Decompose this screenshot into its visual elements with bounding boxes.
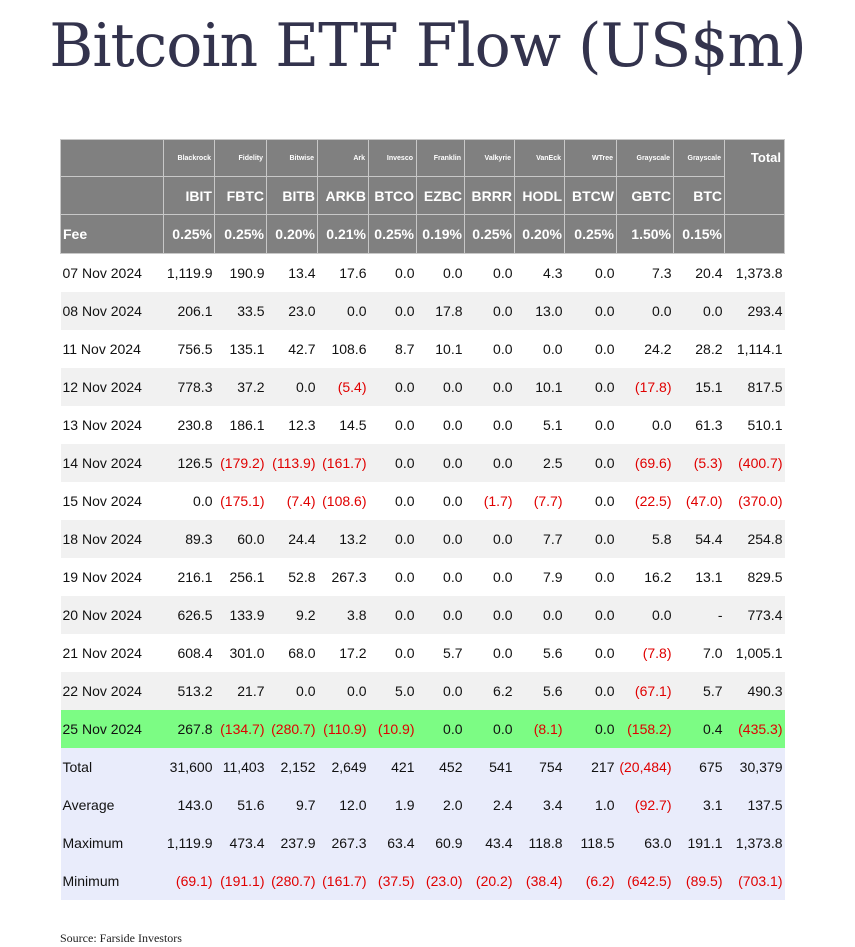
value-cell: 301.0 — [215, 634, 267, 672]
value-cell: 42.7 — [267, 330, 318, 368]
value-cell: 626.5 — [164, 596, 215, 634]
value-cell: 0.0 — [617, 292, 674, 330]
value-cell: (7.7) — [515, 482, 565, 520]
issuer-cell: Franklin — [417, 140, 465, 177]
total-cell: (400.7) — [725, 444, 785, 482]
table-header — [61, 140, 785, 254]
value-cell: 17.6 — [318, 254, 369, 293]
table-row — [61, 406, 785, 444]
value-cell: 0.0 — [417, 406, 465, 444]
value-cell: 0.0 — [369, 596, 417, 634]
value-cell: (92.7) — [617, 786, 674, 824]
total-cell: 490.3 — [725, 672, 785, 710]
fee-cell: 0.25% — [164, 215, 215, 254]
table-row — [61, 444, 785, 482]
value-cell: 0.0 — [617, 596, 674, 634]
value-cell: 0.0 — [565, 672, 617, 710]
value-cell: 778.3 — [164, 368, 215, 406]
value-cell: - — [674, 596, 725, 634]
value-cell: 33.5 — [215, 292, 267, 330]
value-cell: 0.0 — [465, 520, 515, 558]
value-cell: 54.4 — [674, 520, 725, 558]
value-cell: 216.1 — [164, 558, 215, 596]
value-cell: 0.0 — [369, 558, 417, 596]
ticker-cell: GBTC — [617, 177, 674, 215]
total-cell: 510.1 — [725, 406, 785, 444]
value-cell: (37.5) — [369, 862, 417, 900]
total-cell: 137.5 — [725, 786, 785, 824]
value-cell: 11,403 — [215, 748, 267, 786]
value-cell: (38.4) — [515, 862, 565, 900]
value-cell: 0.0 — [267, 672, 318, 710]
total-cell: 773.4 — [725, 596, 785, 634]
value-cell: (1.7) — [465, 482, 515, 520]
value-cell: 6.2 — [465, 672, 515, 710]
value-cell: 0.0 — [417, 672, 465, 710]
value-cell: 60.9 — [417, 824, 465, 862]
value-cell: 9.7 — [267, 786, 318, 824]
value-cell: (161.7) — [318, 862, 369, 900]
date-cell: 11 Nov 2024 — [61, 330, 164, 368]
etf-flow-table-container — [60, 139, 784, 900]
value-cell: 7.7 — [515, 520, 565, 558]
value-cell: 0.0 — [417, 558, 465, 596]
value-cell: 28.2 — [674, 330, 725, 368]
value-cell: 0.0 — [465, 406, 515, 444]
summary-label: Maximum — [61, 824, 164, 862]
value-cell: 13.1 — [674, 558, 725, 596]
value-cell: 0.0 — [369, 254, 417, 293]
ticker-cell: IBIT — [164, 177, 215, 215]
ticker-cell: BITB — [267, 177, 318, 215]
value-cell: 0.0 — [465, 292, 515, 330]
value-cell: (20.2) — [465, 862, 515, 900]
table-row — [61, 482, 785, 520]
value-cell: 0.0 — [369, 444, 417, 482]
value-cell: 17.8 — [417, 292, 465, 330]
ticker-row — [61, 177, 785, 215]
value-cell: 0.0 — [465, 710, 515, 748]
value-cell: 0.0 — [417, 482, 465, 520]
table-row — [61, 596, 785, 634]
value-cell: 0.0 — [674, 292, 725, 330]
value-cell: 126.5 — [164, 444, 215, 482]
value-cell: (5.3) — [674, 444, 725, 482]
value-cell: (69.6) — [617, 444, 674, 482]
value-cell: (89.5) — [674, 862, 725, 900]
value-cell: 0.0 — [417, 710, 465, 748]
value-cell: 1,119.9 — [164, 254, 215, 293]
fee-cell: 0.25% — [465, 215, 515, 254]
corner-cell — [61, 177, 164, 215]
fee-cell: 0.25% — [215, 215, 267, 254]
value-cell: 24.2 — [617, 330, 674, 368]
total-cell: (370.0) — [725, 482, 785, 520]
value-cell: 143.0 — [164, 786, 215, 824]
fee-cell: 0.25% — [369, 215, 417, 254]
ticker-cell: BTCO — [369, 177, 417, 215]
value-cell: 190.9 — [215, 254, 267, 293]
summary-label: Minimum — [61, 862, 164, 900]
value-cell: 0.0 — [417, 254, 465, 293]
value-cell: (20,484) — [617, 748, 674, 786]
fee-cell: 0.15% — [674, 215, 725, 254]
value-cell: 0.0 — [465, 558, 515, 596]
issuer-cell: VanEck — [515, 140, 565, 177]
value-cell: 421 — [369, 748, 417, 786]
table-row — [61, 368, 785, 406]
total-cell: 30,379 — [725, 748, 785, 786]
issuer-cell: WTree — [565, 140, 617, 177]
value-cell: 756.5 — [164, 330, 215, 368]
value-cell: (280.7) — [267, 710, 318, 748]
value-cell: 0.0 — [465, 330, 515, 368]
value-cell: (158.2) — [617, 710, 674, 748]
value-cell: 675 — [674, 748, 725, 786]
summary-rows — [61, 748, 785, 900]
summary-row — [61, 824, 785, 862]
summary-row — [61, 786, 785, 824]
value-cell: 267.3 — [318, 824, 369, 862]
value-cell: 23.0 — [267, 292, 318, 330]
value-cell: 237.9 — [267, 824, 318, 862]
value-cell: 0.0 — [164, 482, 215, 520]
fee-cell: 0.25% — [565, 215, 617, 254]
value-cell: 108.6 — [318, 330, 369, 368]
value-cell: 0.0 — [565, 254, 617, 293]
date-cell: 12 Nov 2024 — [61, 368, 164, 406]
date-cell: 15 Nov 2024 — [61, 482, 164, 520]
value-cell: 217 — [565, 748, 617, 786]
value-cell: 68.0 — [267, 634, 318, 672]
fee-cell: 0.21% — [318, 215, 369, 254]
value-cell: 0.0 — [417, 520, 465, 558]
value-cell: 5.6 — [515, 672, 565, 710]
value-cell: (7.4) — [267, 482, 318, 520]
issuer-cell: Bitwise — [267, 140, 318, 177]
value-cell: 0.0 — [417, 368, 465, 406]
issuer-cell: Grayscale — [617, 140, 674, 177]
value-cell: (280.7) — [267, 862, 318, 900]
value-cell: 754 — [515, 748, 565, 786]
value-cell: 21.7 — [215, 672, 267, 710]
total-cell: 1,114.1 — [725, 330, 785, 368]
date-cell: 22 Nov 2024 — [61, 672, 164, 710]
table-row — [61, 292, 785, 330]
date-cell: 08 Nov 2024 — [61, 292, 164, 330]
total-header: Total — [725, 140, 785, 215]
value-cell: 61.3 — [674, 406, 725, 444]
value-cell: 118.8 — [515, 824, 565, 862]
date-cell: 21 Nov 2024 — [61, 634, 164, 672]
value-cell: (5.4) — [318, 368, 369, 406]
value-cell: (175.1) — [215, 482, 267, 520]
page-title: Bitcoin ETF Flow (US$m) — [49, 11, 806, 81]
total-cell: 1,373.8 — [725, 824, 785, 862]
value-cell: 10.1 — [417, 330, 465, 368]
value-cell: 5.7 — [674, 672, 725, 710]
issuer-cell: Valkyrie — [465, 140, 515, 177]
value-cell: 0.0 — [318, 292, 369, 330]
date-cell: 18 Nov 2024 — [61, 520, 164, 558]
value-cell: 5.0 — [369, 672, 417, 710]
value-cell: 3.8 — [318, 596, 369, 634]
value-cell: (67.1) — [617, 672, 674, 710]
value-cell: 0.4 — [674, 710, 725, 748]
value-cell: 0.0 — [465, 444, 515, 482]
value-cell: 5.6 — [515, 634, 565, 672]
value-cell: 5.8 — [617, 520, 674, 558]
ticker-cell: BRRR — [465, 177, 515, 215]
value-cell: 4.3 — [515, 254, 565, 293]
table-row — [61, 558, 785, 596]
value-cell: 0.0 — [565, 406, 617, 444]
value-cell: 0.0 — [565, 520, 617, 558]
value-cell: 7.3 — [617, 254, 674, 293]
value-cell: (161.7) — [318, 444, 369, 482]
value-cell: 12.3 — [267, 406, 318, 444]
value-cell: (6.2) — [565, 862, 617, 900]
value-cell: 513.2 — [164, 672, 215, 710]
value-cell: 2,649 — [318, 748, 369, 786]
date-cell: 20 Nov 2024 — [61, 596, 164, 634]
value-cell: 191.1 — [674, 824, 725, 862]
value-cell: 186.1 — [215, 406, 267, 444]
value-cell: 0.0 — [565, 292, 617, 330]
value-cell: 0.0 — [369, 292, 417, 330]
issuer-row — [61, 140, 785, 177]
daily-flows — [61, 254, 785, 749]
value-cell: (191.1) — [215, 862, 267, 900]
issuer-cell: Grayscale — [674, 140, 725, 177]
value-cell: 0.0 — [565, 482, 617, 520]
value-cell: 0.0 — [565, 444, 617, 482]
value-cell: 24.4 — [267, 520, 318, 558]
ticker-cell: BTC — [674, 177, 725, 215]
value-cell: 8.7 — [369, 330, 417, 368]
value-cell: 2,152 — [267, 748, 318, 786]
value-cell: (7.8) — [617, 634, 674, 672]
source-note: Source: Farside Investors — [60, 931, 182, 945]
summary-label: Total — [61, 748, 164, 786]
fee-row — [61, 215, 785, 254]
value-cell: 0.0 — [369, 482, 417, 520]
fee-cell: 1.50% — [617, 215, 674, 254]
value-cell: 608.4 — [164, 634, 215, 672]
value-cell: 0.0 — [565, 330, 617, 368]
fee-cell: 0.20% — [267, 215, 318, 254]
total-cell: 1,373.8 — [725, 254, 785, 293]
date-cell: 14 Nov 2024 — [61, 444, 164, 482]
table-row — [61, 634, 785, 672]
value-cell: 52.8 — [267, 558, 318, 596]
value-cell: (179.2) — [215, 444, 267, 482]
value-cell: 0.0 — [417, 596, 465, 634]
total-cell: 293.4 — [725, 292, 785, 330]
value-cell: (8.1) — [515, 710, 565, 748]
value-cell: 3.4 — [515, 786, 565, 824]
corner-cell — [61, 140, 164, 177]
value-cell: (642.5) — [617, 862, 674, 900]
value-cell: 17.2 — [318, 634, 369, 672]
total-cell: 1,005.1 — [725, 634, 785, 672]
issuer-cell: Invesco — [369, 140, 417, 177]
value-cell: 2.0 — [417, 786, 465, 824]
value-cell: 0.0 — [515, 330, 565, 368]
value-cell: 43.4 — [465, 824, 515, 862]
date-cell: 13 Nov 2024 — [61, 406, 164, 444]
table-row — [61, 672, 785, 710]
value-cell: 63.4 — [369, 824, 417, 862]
date-cell: 19 Nov 2024 — [61, 558, 164, 596]
value-cell: 0.0 — [369, 520, 417, 558]
value-cell: 13.4 — [267, 254, 318, 293]
value-cell: 0.0 — [515, 596, 565, 634]
fee-total-cell — [725, 215, 785, 254]
value-cell: 31,600 — [164, 748, 215, 786]
table-row — [61, 710, 785, 748]
value-cell: 0.0 — [465, 596, 515, 634]
value-cell: 0.0 — [465, 368, 515, 406]
value-cell: (69.1) — [164, 862, 215, 900]
value-cell: 473.4 — [215, 824, 267, 862]
value-cell: 0.0 — [565, 634, 617, 672]
value-cell: 0.0 — [565, 710, 617, 748]
value-cell: 541 — [465, 748, 515, 786]
value-cell: 0.0 — [565, 596, 617, 634]
value-cell: 0.0 — [417, 444, 465, 482]
summary-row — [61, 862, 785, 900]
value-cell: 14.5 — [318, 406, 369, 444]
ticker-cell: FBTC — [215, 177, 267, 215]
value-cell: (23.0) — [417, 862, 465, 900]
value-cell: 206.1 — [164, 292, 215, 330]
value-cell: 0.0 — [318, 672, 369, 710]
issuer-cell: Fidelity — [215, 140, 267, 177]
value-cell: 2.4 — [465, 786, 515, 824]
value-cell: (108.6) — [318, 482, 369, 520]
table-row — [61, 330, 785, 368]
total-cell: 829.5 — [725, 558, 785, 596]
value-cell: 0.0 — [369, 368, 417, 406]
value-cell: 256.1 — [215, 558, 267, 596]
value-cell: (10.9) — [369, 710, 417, 748]
value-cell: 0.0 — [369, 406, 417, 444]
value-cell: 1.9 — [369, 786, 417, 824]
value-cell: 0.0 — [617, 406, 674, 444]
value-cell: (113.9) — [267, 444, 318, 482]
fee-label: Fee — [61, 215, 164, 254]
date-cell: 07 Nov 2024 — [61, 254, 164, 293]
value-cell: 1.0 — [565, 786, 617, 824]
value-cell: 118.5 — [565, 824, 617, 862]
fee-cell: 0.20% — [515, 215, 565, 254]
summary-row — [61, 748, 785, 786]
ticker-cell: BTCW — [565, 177, 617, 215]
value-cell: 3.1 — [674, 786, 725, 824]
value-cell: 135.1 — [215, 330, 267, 368]
value-cell: 51.6 — [215, 786, 267, 824]
value-cell: (22.5) — [617, 482, 674, 520]
value-cell: 0.0 — [565, 368, 617, 406]
value-cell: (134.7) — [215, 710, 267, 748]
value-cell: 13.0 — [515, 292, 565, 330]
value-cell: 1,119.9 — [164, 824, 215, 862]
value-cell: (17.8) — [617, 368, 674, 406]
value-cell: 267.8 — [164, 710, 215, 748]
total-cell: (435.3) — [725, 710, 785, 748]
value-cell: (47.0) — [674, 482, 725, 520]
value-cell: 267.3 — [318, 558, 369, 596]
table-row — [61, 520, 785, 558]
ticker-cell: HODL — [515, 177, 565, 215]
value-cell: 20.4 — [674, 254, 725, 293]
value-cell: 0.0 — [369, 634, 417, 672]
value-cell: 37.2 — [215, 368, 267, 406]
value-cell: 7.9 — [515, 558, 565, 596]
summary-label: Average — [61, 786, 164, 824]
value-cell: 0.0 — [465, 254, 515, 293]
value-cell: 63.0 — [617, 824, 674, 862]
value-cell: 12.0 — [318, 786, 369, 824]
total-cell: 254.8 — [725, 520, 785, 558]
value-cell: 0.0 — [267, 368, 318, 406]
total-cell: (703.1) — [725, 862, 785, 900]
value-cell: 133.9 — [215, 596, 267, 634]
etf-flow-table — [60, 139, 785, 900]
value-cell: 89.3 — [164, 520, 215, 558]
value-cell: 9.2 — [267, 596, 318, 634]
value-cell: 0.0 — [465, 634, 515, 672]
total-cell: 817.5 — [725, 368, 785, 406]
value-cell: 0.0 — [565, 558, 617, 596]
value-cell: 7.0 — [674, 634, 725, 672]
date-cell: 25 Nov 2024 — [61, 710, 164, 748]
value-cell: 2.5 — [515, 444, 565, 482]
value-cell: 60.0 — [215, 520, 267, 558]
value-cell: 13.2 — [318, 520, 369, 558]
issuer-cell: Ark — [318, 140, 369, 177]
table-row — [61, 254, 785, 293]
value-cell: 10.1 — [515, 368, 565, 406]
value-cell: 452 — [417, 748, 465, 786]
value-cell: 5.1 — [515, 406, 565, 444]
ticker-cell: ARKB — [318, 177, 369, 215]
value-cell: 16.2 — [617, 558, 674, 596]
value-cell: 5.7 — [417, 634, 465, 672]
issuer-cell: Blackrock — [164, 140, 215, 177]
value-cell: (110.9) — [318, 710, 369, 748]
value-cell: 230.8 — [164, 406, 215, 444]
ticker-cell: EZBC — [417, 177, 465, 215]
fee-cell: 0.19% — [417, 215, 465, 254]
value-cell: 15.1 — [674, 368, 725, 406]
